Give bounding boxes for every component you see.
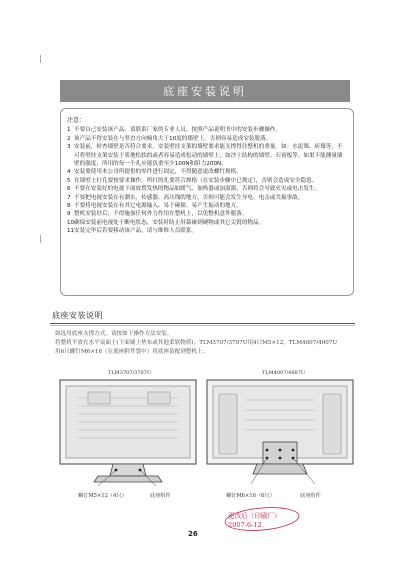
- intro-line: 用6只螺钉M6×16（在底座附件袋中）将底座装配到整机上。: [55, 349, 209, 355]
- handwritten-note: [228, 512, 318, 530]
- notice-item: 2 该产品不得安装在与竖直方向倾角大于10度的墙壁上，否则容易造成安装脱落。: [67, 135, 272, 142]
- tv-back-diagram-left: [58, 378, 198, 488]
- notice-item: 4 安装要使用本公司所提供的零件进行固定，不得随意更改螺钉规格。: [67, 169, 242, 176]
- notice-item: 5 在墙壁上打孔要按要求操作，所打的孔要符合规格（在安装步骤中已规定），否则会造成安全隐患。: [67, 177, 318, 184]
- handwritten-line: 2007-6-12: [228, 521, 262, 529]
- notice-item: 9 整机安装好后，不得施加任何外力作用在整机上，以免整机意外脱落。: [67, 211, 248, 218]
- intro-line: 将整机平放在水平桌面上(下面铺上垫布或其他柔软物质)，TLM3707/3707U用4只M5×12，TLM4007/4007U: [55, 340, 338, 346]
- margin-tick: [40, 55, 41, 63]
- notice-item: 1 不要自己安装该产品，请联系厂家的专业人员，按照产品说明书中的安装步骤操作。: [67, 127, 281, 134]
- notice-item: 3 安装前，检查墙壁是否符合要求。安装壁挂支架的墙壁要求能支撑得住整机的重量。如：水泥墙、砖墙等。不可将壁挂支架安装于质地松软的或者容易造成松动的墙壁上，如沙土结构的墙壁、石膏板等。如果不能测量墙壁的强度，所用的每一个孔应能负重至少100N和阻力200N。: [67, 144, 343, 168]
- notice-item: 10 确保安装前电视处于断电状态，安装时防止屏幕碰到硬物或其它尖锐的物品。: [67, 219, 265, 226]
- left-screw-label: 螺钉M5×12（4只）: [78, 493, 127, 499]
- left-model-label: TLM3707/3707U: [108, 370, 152, 376]
- page-title: 底座安装说明: [60, 80, 350, 102]
- right-base-label: 底座组件: [300, 493, 321, 499]
- notice-item: 11 安装完毕后若要移动该产品，请与维修人员联系。: [67, 228, 198, 235]
- right-model-label: TLM4007/4007U: [262, 370, 306, 376]
- tv-back-diagram-right: [205, 378, 355, 488]
- right-screw-label: 螺钉M6×16（6只）: [226, 493, 275, 499]
- page-number: 26: [188, 530, 198, 538]
- notice-box: [60, 108, 354, 296]
- section-intro: [55, 330, 355, 357]
- margin-tick: [40, 235, 41, 243]
- handwritten-line: 更改后（印刷厂）: [228, 512, 281, 520]
- section-divider: [50, 323, 355, 324]
- section-heading: 底座安装说明: [52, 311, 103, 320]
- notice-item: 7 不要把电视安装在有潮水、传感器、高压线的地方，否则可能会发生导电、电击或共振事故。: [67, 194, 304, 201]
- notice-heading: 注意：: [67, 117, 86, 124]
- notice-item: 8 不要将电视安装在有其它电源输入、易于碰撞、易产生振动的地方。: [67, 203, 242, 210]
- intro-line: 如选用底座支撑方式，请按如下操作方法安装。: [55, 331, 173, 337]
- left-base-label: 底座组件: [150, 493, 171, 499]
- notice-item: 6 不要在安装好的电视下面放置发热的物品如暖气、加热器或加湿器，否则将会导致火灾或电击发生。: [67, 186, 321, 193]
- section-divider: [50, 325, 355, 326]
